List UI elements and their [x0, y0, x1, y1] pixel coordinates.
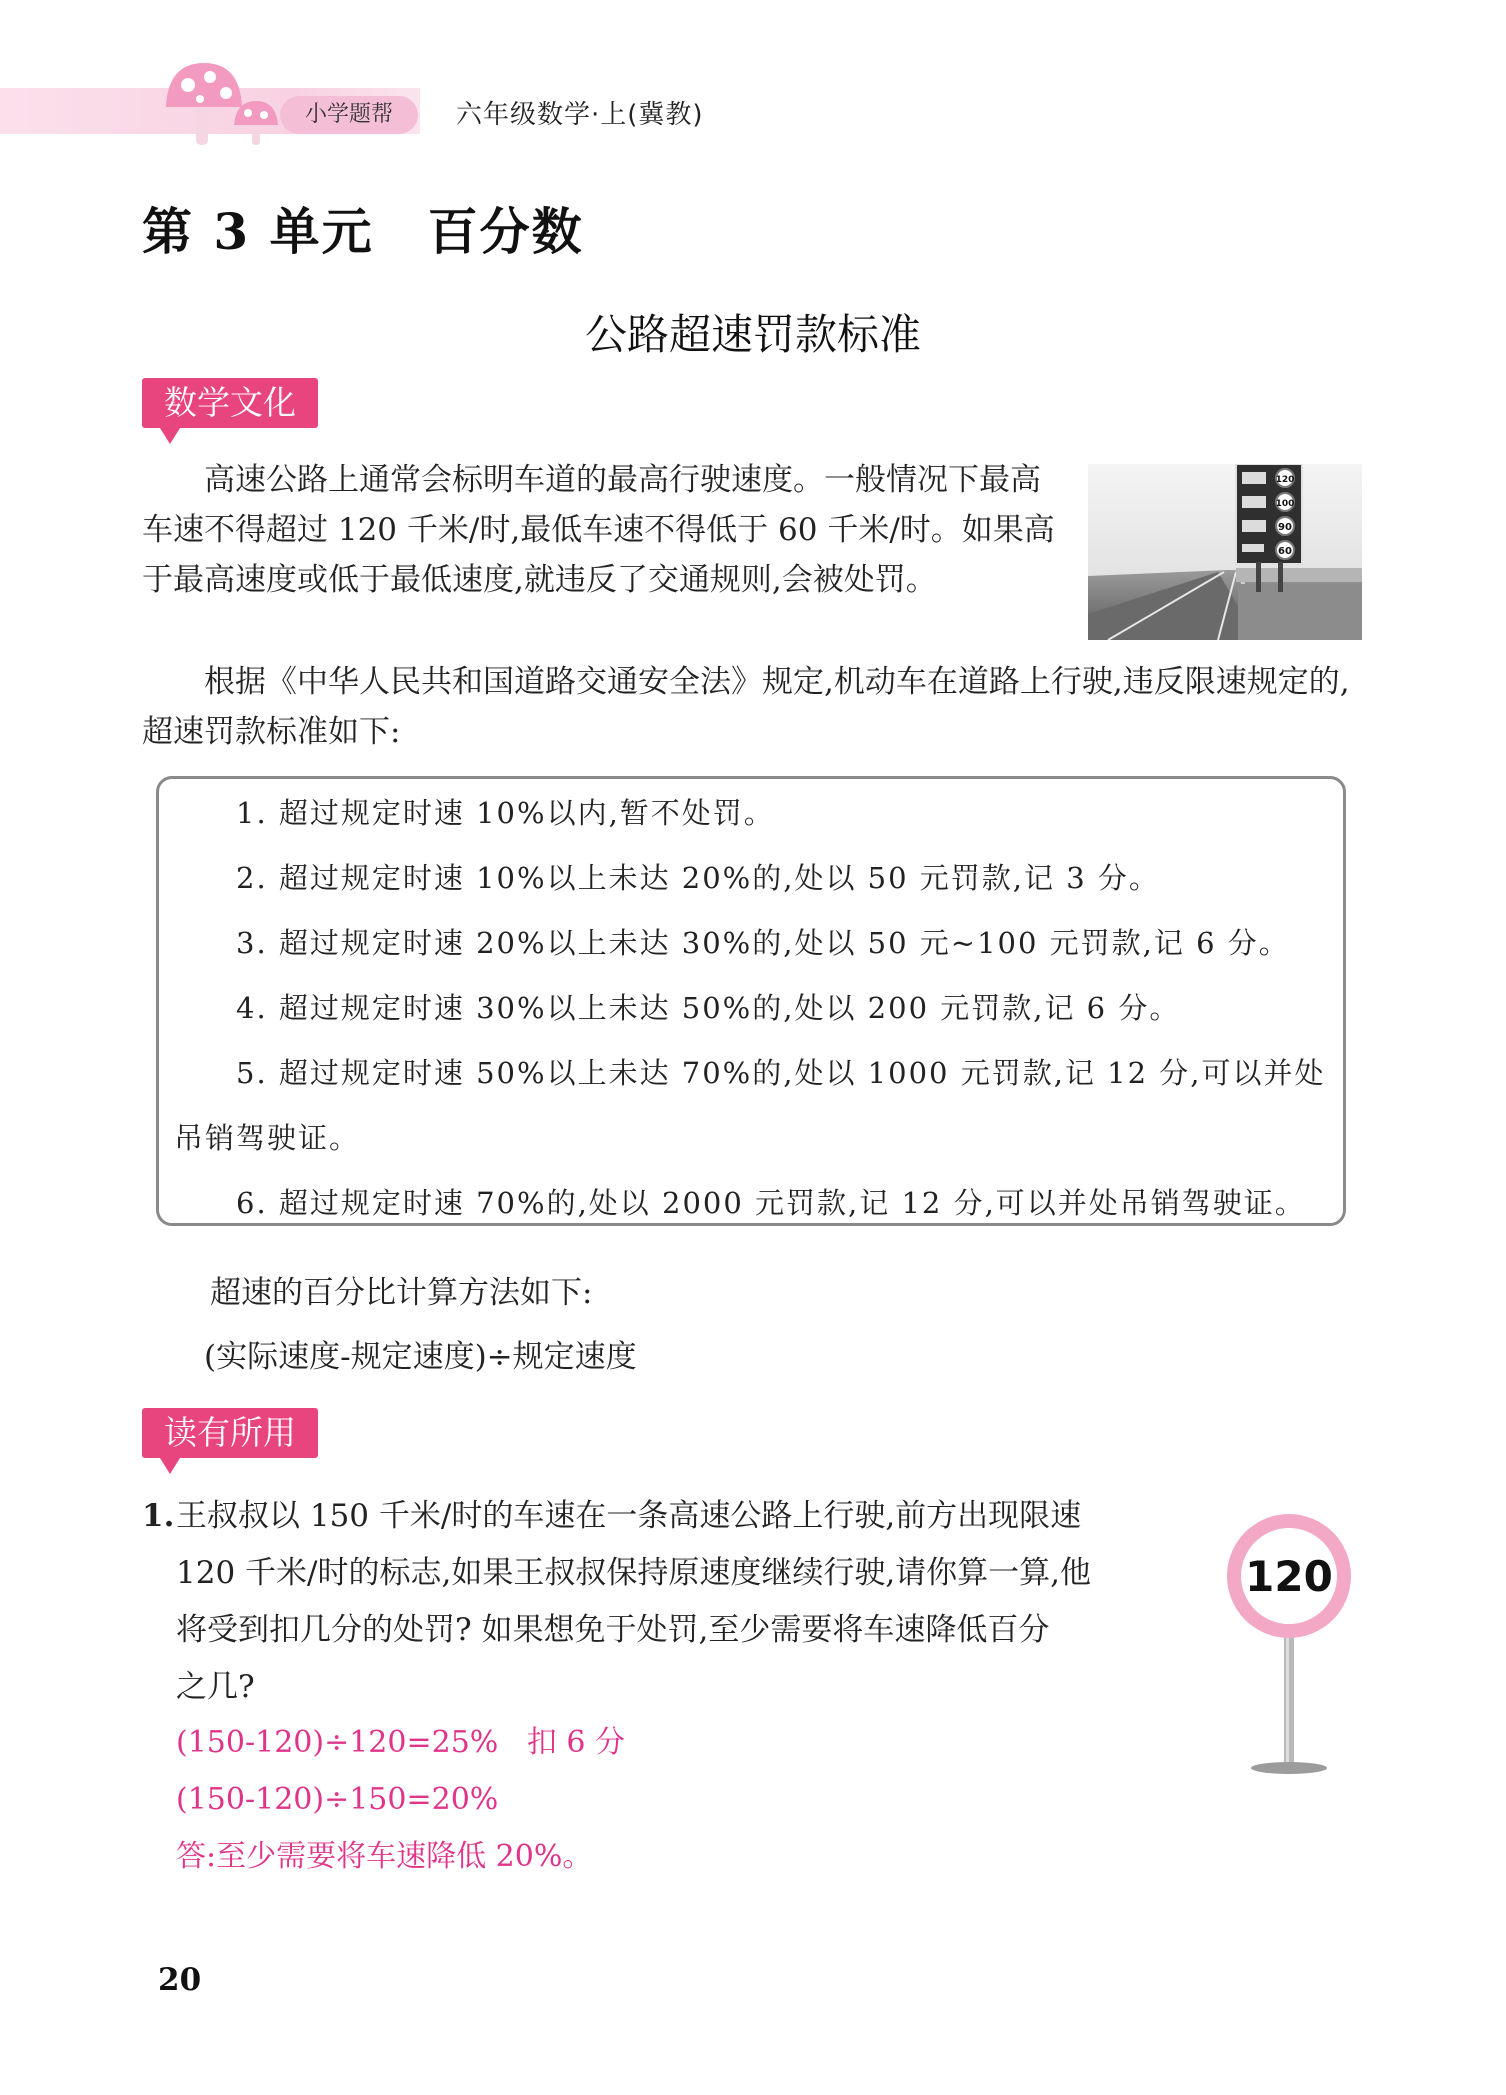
speed-limit-value: 120	[1245, 1552, 1333, 1601]
rule-item: 6. 超过规定时速 70%的,处以 2000 元罚款,记 12 分,可以并处吊销驾驶证。	[236, 1186, 1306, 1220]
question-number: 1.	[142, 1498, 175, 1534]
answer-line: (150-120)÷120=25% 扣 6 分	[176, 1725, 626, 1760]
rule-item: 1. 超过规定时速 10%以内,暂不处罚。	[236, 796, 775, 830]
answer-line: (150-120)÷150=20%	[176, 1782, 499, 1817]
photo-sign-value: 100	[1275, 499, 1295, 509]
formula: (实际速度-规定速度)÷规定速度	[204, 1339, 637, 1375]
photo-sign-value: 120	[1275, 475, 1295, 485]
series-badge-label: 小学题帮	[304, 102, 393, 127]
question-line: 王叔叔以 150 千米/时的车速在一条高速公路上行驶,前方出现限速	[176, 1498, 1082, 1534]
section-tag-culture: 数学文化	[142, 378, 318, 428]
photo-sign-value: 90	[1278, 522, 1292, 533]
rule-item-continued: 吊销驾驶证。	[174, 1121, 361, 1155]
speed-limit-sign-icon	[1220, 1510, 1360, 1780]
unit-title	[142, 192, 584, 264]
rule-item: 2. 超过规定时速 10%以上未达 20%的,处以 50 元罚款,记 3 分。	[236, 861, 1160, 895]
rule-item: 3. 超过规定时速 20%以上未达 30%的,处以 50 元~100 元罚款,记 6 分。	[236, 926, 1290, 960]
question-line: 之几?	[176, 1669, 255, 1705]
culture-paragraph-2: 根据《中华人民共和国道路交通安全法》规定,机动车在道路上行驶,违反限速规定的,超速罚款标准如下:	[142, 664, 1350, 750]
answer-line: 答:至少需要将车速降低 20%。	[176, 1839, 593, 1874]
photo-sign-value: 60	[1278, 546, 1292, 557]
question-line: 120 千米/时的标志,如果王叔叔保持原速度继续行驶,请你算一算,他	[176, 1555, 1092, 1591]
page-number: 20	[158, 1962, 202, 1998]
book-title: 六年级数学·上(冀教)	[456, 100, 704, 130]
culture-paragraph-1: 高速公路上通常会标明车道的最高行驶速度。一般情况下最高车速不得超过 120 千米/时,最低车速不得低于 60 千米/时。如果高于最高速度或低于最低速度,就违反了交通规则,会被处罚。	[142, 462, 1055, 598]
unit-number: 第 3 单元	[142, 202, 374, 261]
question-line: 将受到扣几分的处罚? 如果想免于处罚,至少需要将车速降低百分	[176, 1612, 1050, 1648]
unit-name: 百分数	[427, 202, 584, 261]
rule-item: 5. 超过规定时速 50%以上未达 70%的,处以 1000 元罚款,记 12 分,可以并处	[236, 1056, 1326, 1090]
formula-intro: 超速的百分比计算方法如下:	[210, 1275, 593, 1311]
mushroom-logo-icon	[160, 55, 290, 150]
highway-photo	[1088, 464, 1362, 640]
article-title: 公路超速罚款标准	[584, 310, 921, 359]
rule-item: 4. 超过规定时速 30%以上未达 50%的,处以 200 元罚款,记 6 分。	[236, 991, 1181, 1025]
section-tag-practice: 读有所用	[142, 1408, 318, 1458]
series-badge	[280, 96, 418, 134]
